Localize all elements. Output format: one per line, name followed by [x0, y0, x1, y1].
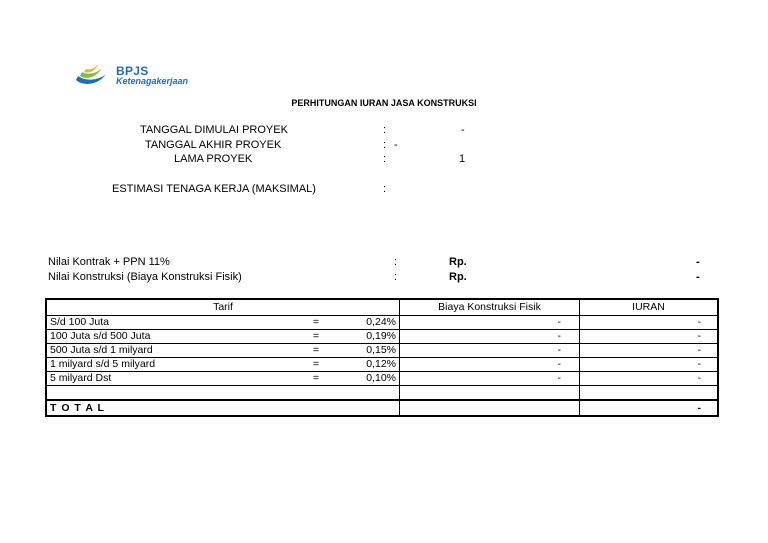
construction-value-label: Nilai Konstruksi (Biaya Konstruksi Fisik)	[48, 271, 242, 283]
logo-sub-text: Ketenagakerjaan	[116, 76, 189, 86]
total-value: -	[697, 402, 701, 414]
header-iuran: IURAN	[580, 299, 719, 316]
tarif-range: S/d 100 Juta	[46, 316, 283, 330]
contract-value-label: Nilai Kontrak + PPN 11%	[48, 256, 170, 268]
tarif-rate: 0,24%	[349, 316, 400, 330]
contract-currency: Rp.	[449, 256, 467, 268]
tarif-equals: =	[283, 372, 349, 386]
table-row	[46, 358, 718, 372]
tarif-range: 1 milyard s/d 5 milyard	[46, 358, 283, 372]
tarif-equals: =	[283, 344, 349, 358]
tarif-rate: 0,10%	[349, 372, 400, 386]
tarif-rate: 0,15%	[349, 344, 400, 358]
biaya-value: -	[400, 372, 580, 386]
end-date-separator: :	[383, 139, 387, 151]
header-tarif: Tarif	[46, 299, 400, 316]
iuran-value: -	[580, 358, 719, 372]
table-row	[46, 372, 718, 386]
start-date-separator: :	[383, 124, 387, 136]
total-label: T O T A L	[46, 400, 400, 416]
table-total-row	[46, 400, 718, 416]
biaya-value: -	[400, 330, 580, 344]
tarif-table	[45, 298, 719, 417]
iuran-value: -	[580, 344, 719, 358]
tarif-range: 500 Juta s/d 1 milyard	[46, 344, 283, 358]
workers-separator: :	[383, 183, 387, 195]
end-date-value: -	[394, 139, 398, 151]
biaya-value: -	[400, 344, 580, 358]
workers-label: ESTIMASI TENAGA KERJA (MAKSIMAL)	[112, 183, 316, 195]
contract-value-separator: :	[394, 256, 398, 268]
biaya-value: -	[400, 316, 580, 330]
logo-brand-text: BPJS	[116, 64, 149, 78]
tarif-range: 5 milyard Dst	[46, 372, 283, 386]
start-date-value: -	[461, 124, 465, 136]
header-biaya: Biaya Konstruksi Fisik	[400, 299, 580, 316]
duration-label: LAMA PROYEK	[174, 153, 253, 165]
tarif-range: 100 Juta s/d 500 Juta	[46, 330, 283, 344]
construction-currency: Rp.	[449, 271, 467, 283]
contract-value: -	[696, 256, 700, 268]
table-spacer-row	[46, 386, 718, 401]
table-header-row	[46, 299, 718, 316]
end-date-label: TANGGAL AKHIR PROYEK	[145, 139, 282, 151]
table-row	[46, 330, 718, 344]
start-date-label: TANGGAL DIMULAI PROYEK	[140, 124, 288, 136]
iuran-value: -	[580, 372, 719, 386]
bpjs-logo	[72, 60, 222, 90]
iuran-value: -	[580, 330, 719, 344]
page-title: PERHITUNGAN IURAN JASA KONSTRUKSI	[291, 98, 477, 108]
duration-separator: :	[383, 153, 387, 165]
biaya-value: -	[400, 358, 580, 372]
table-row	[46, 316, 718, 330]
construction-value: -	[696, 271, 700, 283]
tarif-rate: 0,12%	[349, 358, 400, 372]
iuran-value: -	[580, 316, 719, 330]
bpjs-logo-icon	[72, 62, 114, 88]
duration-value: 1	[459, 153, 466, 165]
tarif-rate: 0,19%	[349, 330, 400, 344]
tarif-equals: =	[283, 316, 349, 330]
tarif-equals: =	[283, 358, 349, 372]
construction-value-separator: :	[394, 271, 398, 283]
tarif-equals: =	[283, 330, 349, 344]
table-row	[46, 344, 718, 358]
